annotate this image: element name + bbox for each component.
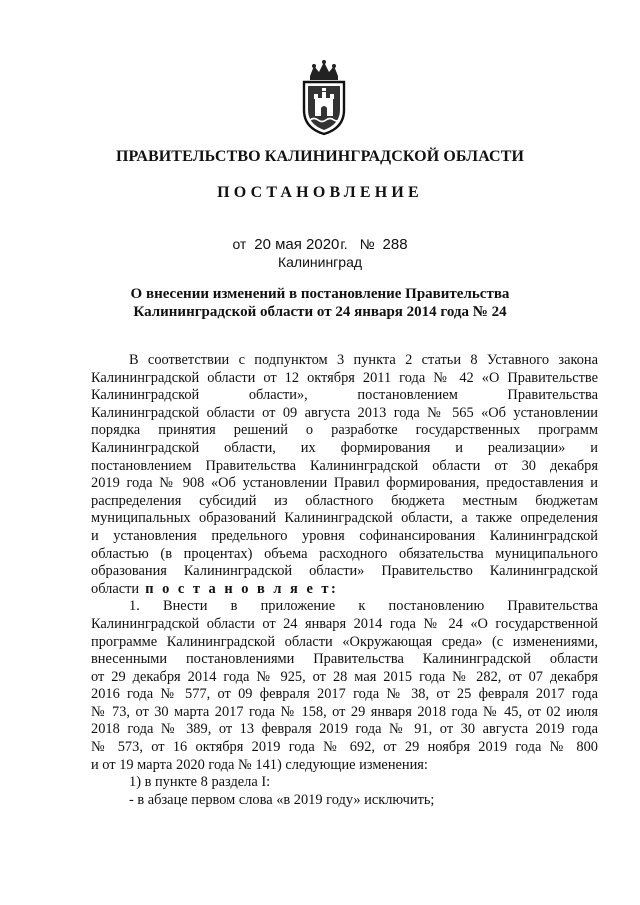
body-line: В соответствии с подпунктом 3 пункта 2 статьи 8 Уставного закона [129, 352, 598, 368]
body-line: муниципальных образований Калининградской области, а также определения [91, 510, 598, 527]
item1-line: 1. Внести в приложение к постановлению Правительства [129, 598, 598, 615]
item1-line: внесенными постановлениями Правительства Калининградской области [91, 651, 598, 668]
body-line: Калининградской области от 09 августа 2013 года № 565 «Об установлении [91, 404, 598, 421]
body-line: распределения субсидий из областного бюджета местным бюджетам [91, 492, 598, 509]
date-prefix: от [232, 236, 247, 252]
body-line: Калининградской области, их формирования и реализации» и [91, 439, 598, 456]
item1-line: № 73, от 30 марта 2017 года № 158, от 29 января 2018 года № 45, от 02 июля [91, 703, 598, 720]
government-name: ПРАВИТЕЛЬСТВО КАЛИНИНГРАДСКОЙ ОБЛАСТИ [115, 148, 525, 165]
resolution-prefix: области [91, 580, 140, 597]
body-line: постановлением Правительства Калининградской области от 30 декабря [91, 457, 598, 474]
city-name: Калининград [277, 254, 363, 270]
date-value: 20 мая 2020 [254, 236, 340, 253]
decree-number: 288 [382, 236, 408, 253]
body-line: Калининградской области», постановлением Правительства [91, 387, 598, 404]
item1-line: 2016 года № 577, от 09 февраля 2017 года № 38, от 25 февраля 2017 года [91, 686, 598, 703]
date-suffix: г. [340, 236, 348, 252]
item1-line: № 573, от 16 октября 2019 года № 692, от 29 ноября 2019 года № 800 [91, 739, 598, 756]
item1-line: программе Калининградской области «Окружающая среда» (с изменениями, [91, 633, 598, 650]
document-type: ПОСТАНОВЛЕНИЕ [217, 184, 423, 201]
body-line: 2019 года № 908 «Об установлении Правил формирования, предоставления и [91, 475, 598, 492]
body-line: порядка принятия решений о разработке государственных программ [91, 422, 598, 439]
date-number-line [0, 236, 640, 253]
document-title-line-1: О внесении изменений в постановление Правительства [130, 286, 510, 302]
item1-line: и от 19 марта 2020 года № 141) следующие изменения: [91, 756, 428, 773]
resolution-line [91, 581, 598, 599]
item1-line: 2018 года № 389, от 13 февраля 2019 года № 91, от 30 августа 2019 года [91, 721, 598, 738]
number-sign: № [359, 236, 375, 252]
subitem-line: - в абзаце первом слова «в 2019 году» исключить; [129, 791, 435, 808]
item1-line: от 29 декабря 2014 года № 925, от 28 мая 2015 года № 282, от 07 декабря [91, 668, 598, 685]
item1-line: Калининградской области от 24 января 2014 года № 24 «О государственной [91, 615, 598, 632]
body-line: областью (в процентах) объема расходного обязательства муниципального [91, 545, 598, 562]
body-line: образования Калининградской области» Правительство Калининградской [91, 563, 598, 580]
document-title-line-2: Калининградской области от 24 января 2014 года № 24 [133, 304, 507, 320]
subitem-line: 1) в пункте 8 раздела I: [129, 774, 271, 791]
body-line: и установления предельного уровня софинансирования Калининградской [91, 527, 598, 544]
body-line: Калининградской области от 12 октября 2011 года № 42 «О Правительстве [91, 369, 598, 386]
coat-of-arms-emblem [300, 58, 348, 136]
document-body [91, 352, 598, 809]
resolves-word: п о с т а н о в л я е т: [139, 580, 339, 597]
